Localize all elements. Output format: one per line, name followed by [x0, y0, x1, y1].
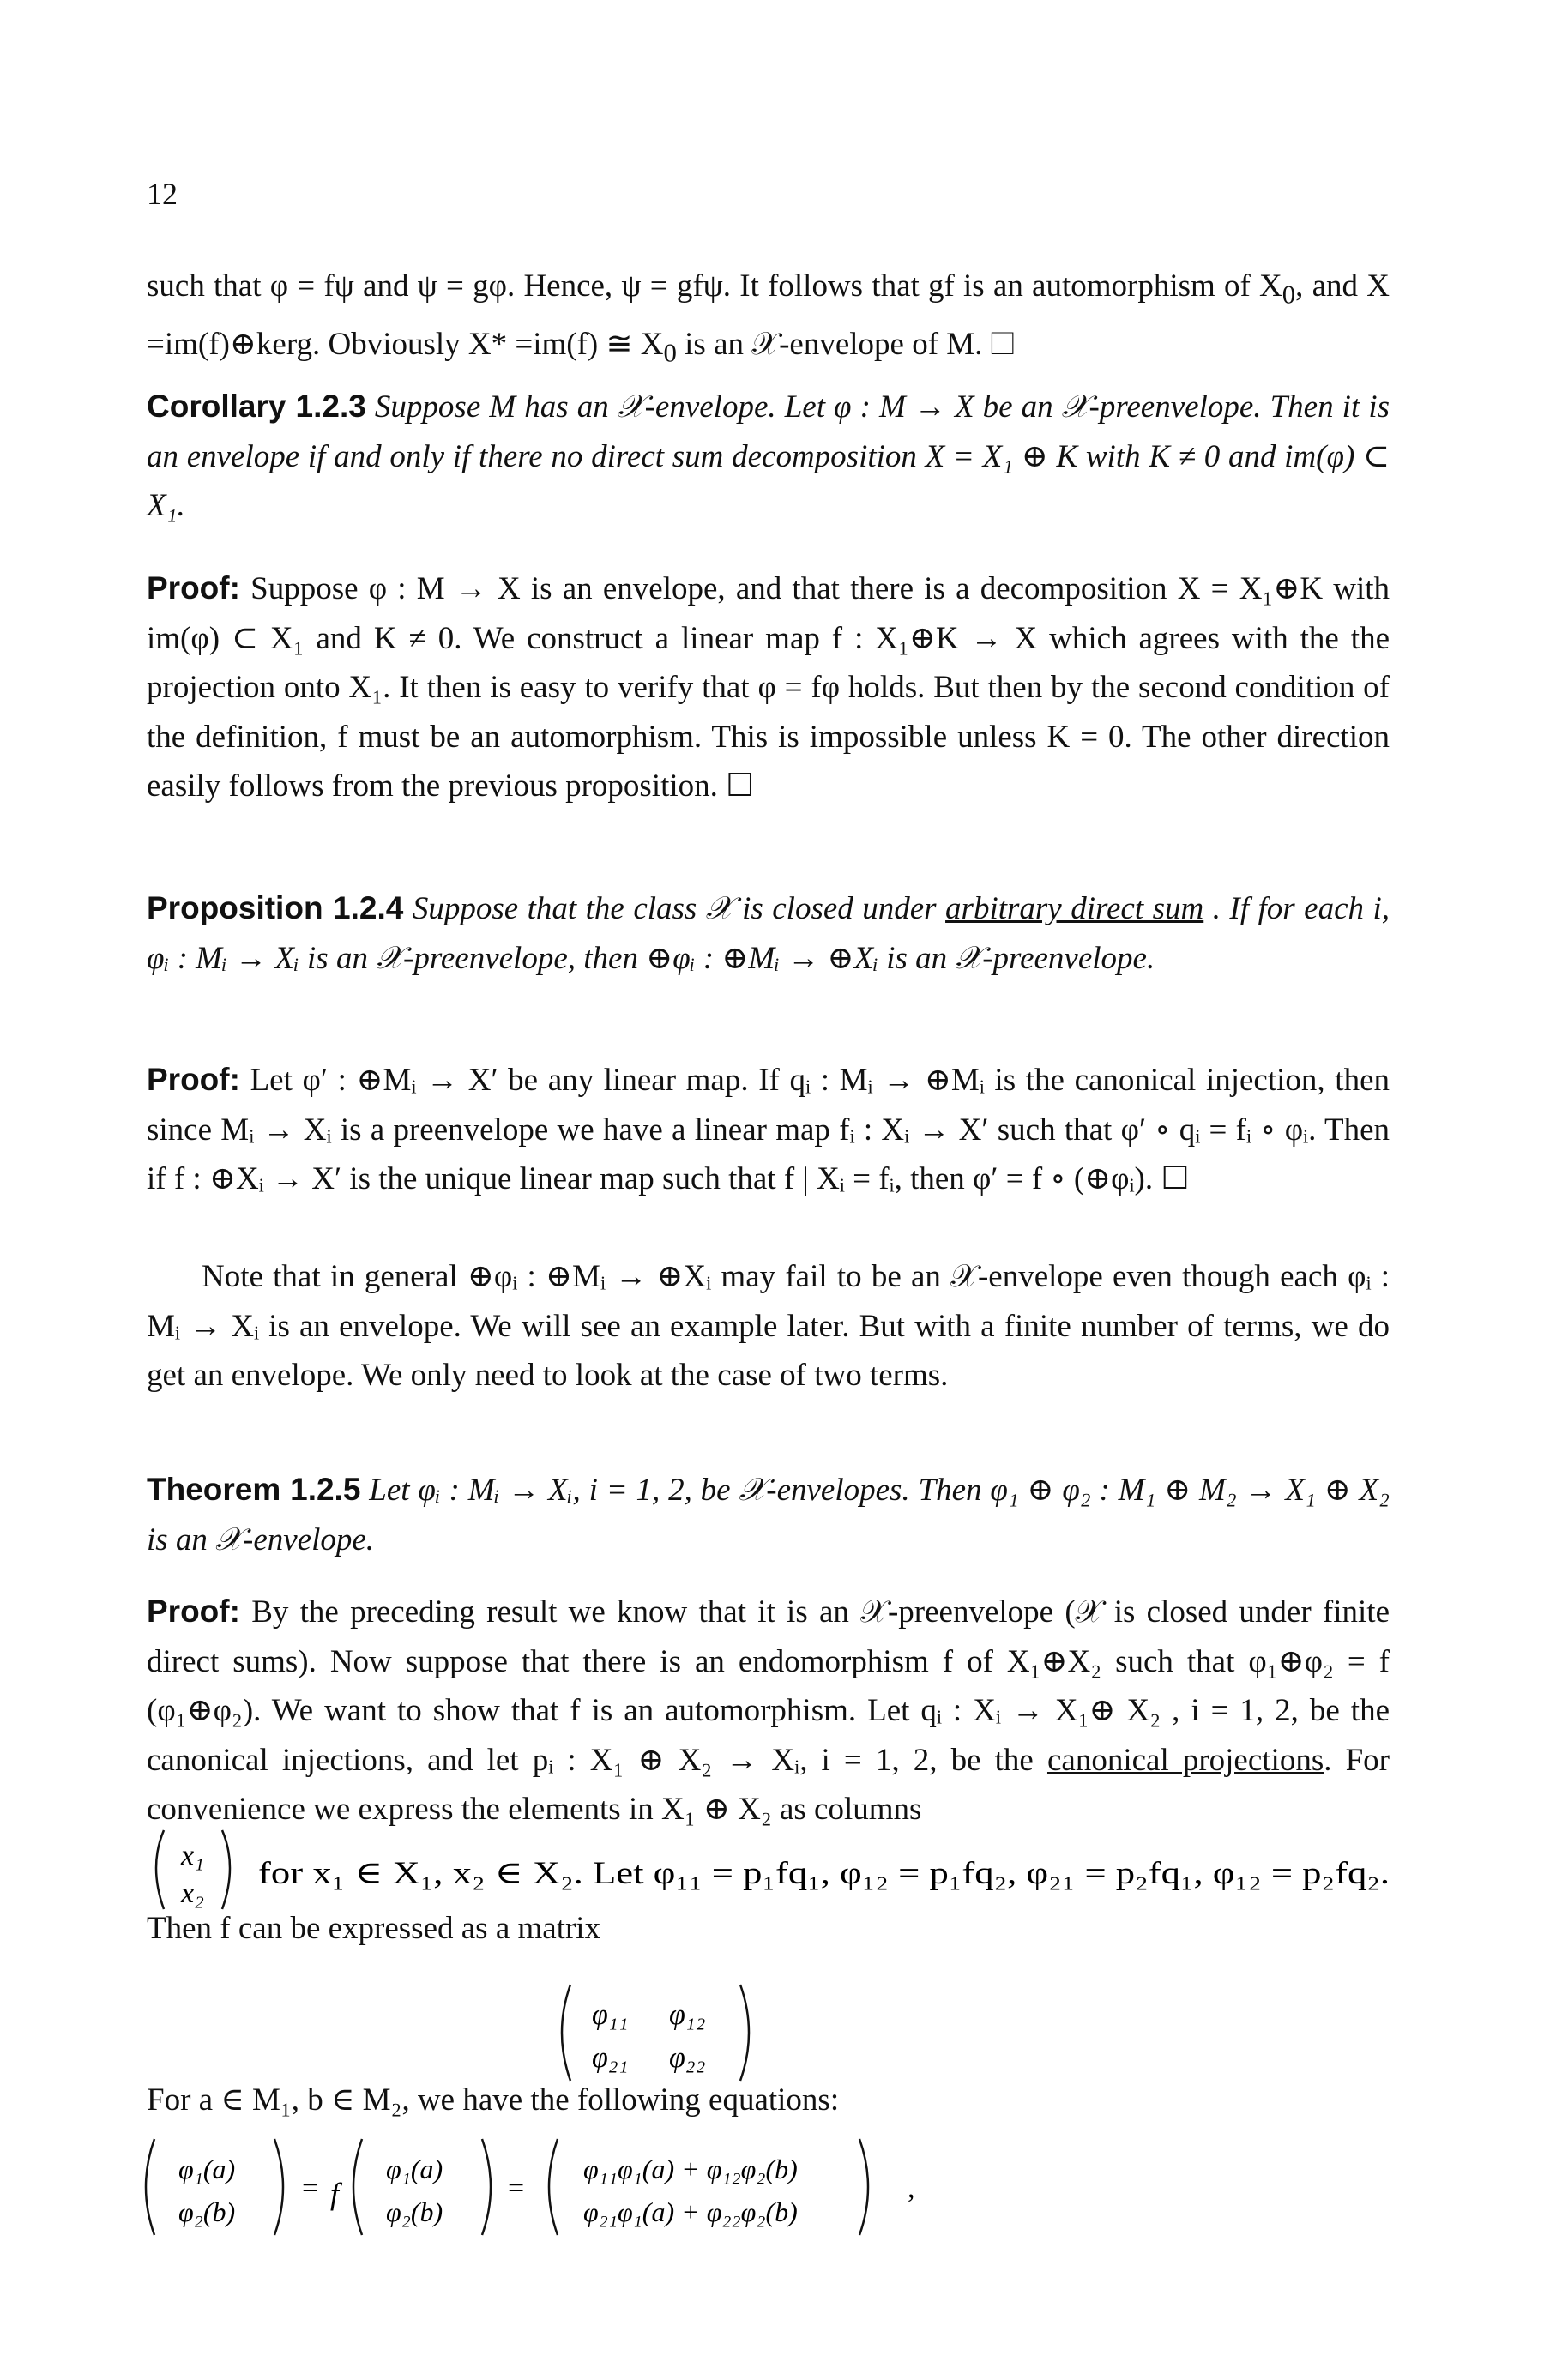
intro-text-2: , and X =im(f)⊕kerg. Obviously X* =im(f) ≅ X — [147, 268, 1390, 362]
proposition-underlined: arbitrary direct sum — [945, 891, 1204, 926]
proof-label: Proof: — [147, 570, 240, 606]
theorem-label: Theorem 1.2.5 — [147, 1472, 361, 1507]
proof-underlined: canonical projections — [1046, 1742, 1324, 1778]
eq-right-top: φ₁₁φ₁(a) + φ₁₂φ₂(b) — [583, 2154, 798, 2184]
eq-comma: , — [908, 2172, 915, 2204]
matrix-cell: φ₁₂ — [669, 1999, 706, 2031]
matrix-right-paren — [740, 1985, 749, 2081]
proof-text-b: . For convenience we express the elements in X₁ ⊕ X₂ as columns — [147, 1742, 1390, 1827]
proof-corollary — [147, 563, 1390, 811]
proof-theorem — [147, 1587, 1390, 1835]
then-text: Then f can be expressed as a matrix — [147, 1911, 601, 1946]
right-paren — [222, 1830, 230, 1909]
eq-right-lparen — [549, 2139, 558, 2235]
col-text: for x₁ ∈ X₁, x₂ ∈ X₂. Let φ₁₁ = p₁fq₁, φ₁₂ = p₁fq₂, φ₂₁ = p₂fq₁, φ₁₂ = p₂fq₂. — [258, 1856, 1390, 1891]
note-paragraph — [147, 1252, 1390, 1401]
eq-mid-bottom: φ₂(b) — [386, 2196, 443, 2227]
note-text: Note that in general ⊕φᵢ : ⊕Mᵢ → ⊕Xᵢ may fail to be an 𝒳-envelope even though each φᵢ : Mᵢ → Xᵢ is an envelope. We will see an example later. But with a finite number of terms, we do get an envelope. We only need to look at the case of two terms. — [147, 1259, 1390, 1393]
theorem-text: Let φᵢ : Mᵢ → Xᵢ, i = 1, 2, be 𝒳-envelopes. Then φ₁ ⊕ φ₂ : M₁ ⊕ M₂ → X₁ ⊕ X₂ is an 𝒳-envelope. — [147, 1473, 1390, 1558]
proposition-label: Proposition 1.2.4 — [147, 890, 404, 925]
eq-mid-rparen — [482, 2139, 491, 2235]
intro-sub-1: 0 — [1282, 280, 1296, 310]
eq-right-bottom: φ₂₁φ₁(a) + φ₂₂φ₂(b) — [583, 2196, 798, 2227]
left-paren — [156, 1830, 164, 1909]
eq-equals-1: = — [302, 2172, 319, 2204]
matrix-left-paren — [562, 1985, 570, 2081]
proof-text-a: By the preceding result we know that it is an 𝒳-preenvelope (𝒳 is closed under finite direct sums). Now suppose that there is an endomorphism f of X₁⊕X₂ such that φ₁⊕φ₂ = f (φ₁⊕φ₂). We want to show that f is an automorphism. Let qᵢ : Xᵢ → X₁⊕ X₂ , i = 1, 2, be the canonical injections, and let pᵢ : X₁ ⊕ X₂ → Xᵢ, i = 1, 2, be the — [147, 1594, 1390, 1778]
corollary-label: Corollary 1.2.3 — [147, 389, 366, 424]
intro-text-3: is an 𝒳-envelope of M. ☐ — [676, 326, 1015, 362]
eq-equals-2: = — [508, 2172, 525, 2204]
eq-mid-top: φ₁(a) — [386, 2154, 443, 2184]
intro-paragraph — [147, 262, 1390, 378]
proposition-text-b: . If for each i, φᵢ : Mᵢ → Xᵢ is an 𝒳-preenvelope, then ⊕φᵢ : ⊕Mᵢ → ⊕Xᵢ is an 𝒳-preenvelope. — [147, 891, 1390, 976]
eq-left-rparen — [274, 2139, 283, 2235]
eq-left-top: φ₁(a) — [178, 2154, 236, 2184]
proof-text: Suppose φ : M → X is an envelope, and that there is a decomposition X = X₁⊕K with im(φ) ⊂ X₁ and K ≠ 0. We construct a linear map f : X₁⊕K → X which agrees with the the projection onto X₁. It then is easy to verify that φ = fφ holds. But then by the second condition of the definition, f must be an automorphism. This is impossible unless K = 0. The other direction easily follows from the previous proposition. ☐ — [147, 571, 1390, 804]
eq-f: f — [330, 2177, 340, 2211]
page-number: 12 — [147, 177, 178, 211]
corollary-text: Suppose M has an 𝒳-envelope. Let φ : M → X be an 𝒳-preenvelope. Then it is an envelope if and only if there no direct sum decomposition X = X₁ ⊕ K with K ≠ 0 and im(φ) ⊂ X₁. — [147, 389, 1390, 523]
proof-label: Proof: — [147, 1594, 240, 1629]
matrix-cell: φ₁₁ — [592, 1999, 629, 2031]
proof-text: Let φ′ : ⊕Mᵢ → X′ be any linear map. If qᵢ : Mᵢ → ⊕Mᵢ is the canonical injection, then since Mᵢ → Xᵢ is a preenvelope we have a linear map fᵢ : Xᵢ → X′ such that φ′ ∘ qᵢ = fᵢ ∘ φᵢ. Then if f : ⊕Xᵢ → X′ is the unique linear map such that f | Xᵢ = fᵢ, then φ′ = f ∘ (⊕φᵢ). ☐ — [147, 1063, 1390, 1196]
theorem-1-2-5 — [147, 1465, 1390, 1564]
proposition-text-a: Suppose that the class 𝒳 is closed under — [412, 891, 946, 926]
eq-left-bottom: φ₂(b) — [178, 2196, 236, 2227]
corollary-1-2-3 — [147, 382, 1390, 531]
equation — [137, 2136, 1081, 2238]
then-line — [147, 1904, 1390, 1954]
proof-label: Proof: — [147, 1062, 240, 1097]
eq-left-paren — [146, 2139, 154, 2235]
eq-mid-lparen — [353, 2139, 362, 2235]
col-x2: x₂ — [181, 1877, 204, 1909]
col-x1: x₁ — [181, 1840, 204, 1871]
for-text: For a ∈ M₁, b ∈ M₂, we have the following equations: — [147, 2082, 840, 2118]
phi-matrix — [553, 1981, 759, 2084]
matrix-cell: φ₂₁ — [592, 2042, 629, 2074]
matrix-cell: φ₂₂ — [669, 2042, 706, 2074]
for-line — [147, 2076, 1390, 2125]
intro-text-1: such that φ = fψ and ψ = gφ. Hence, ψ = gfψ. It follows that gf is an automorphism of X — [147, 268, 1282, 304]
intro-sub-2: 0 — [663, 338, 677, 368]
eq-right-rparen — [859, 2139, 868, 2235]
proof-proposition — [147, 1055, 1390, 1204]
proposition-1-2-4 — [147, 883, 1390, 983]
